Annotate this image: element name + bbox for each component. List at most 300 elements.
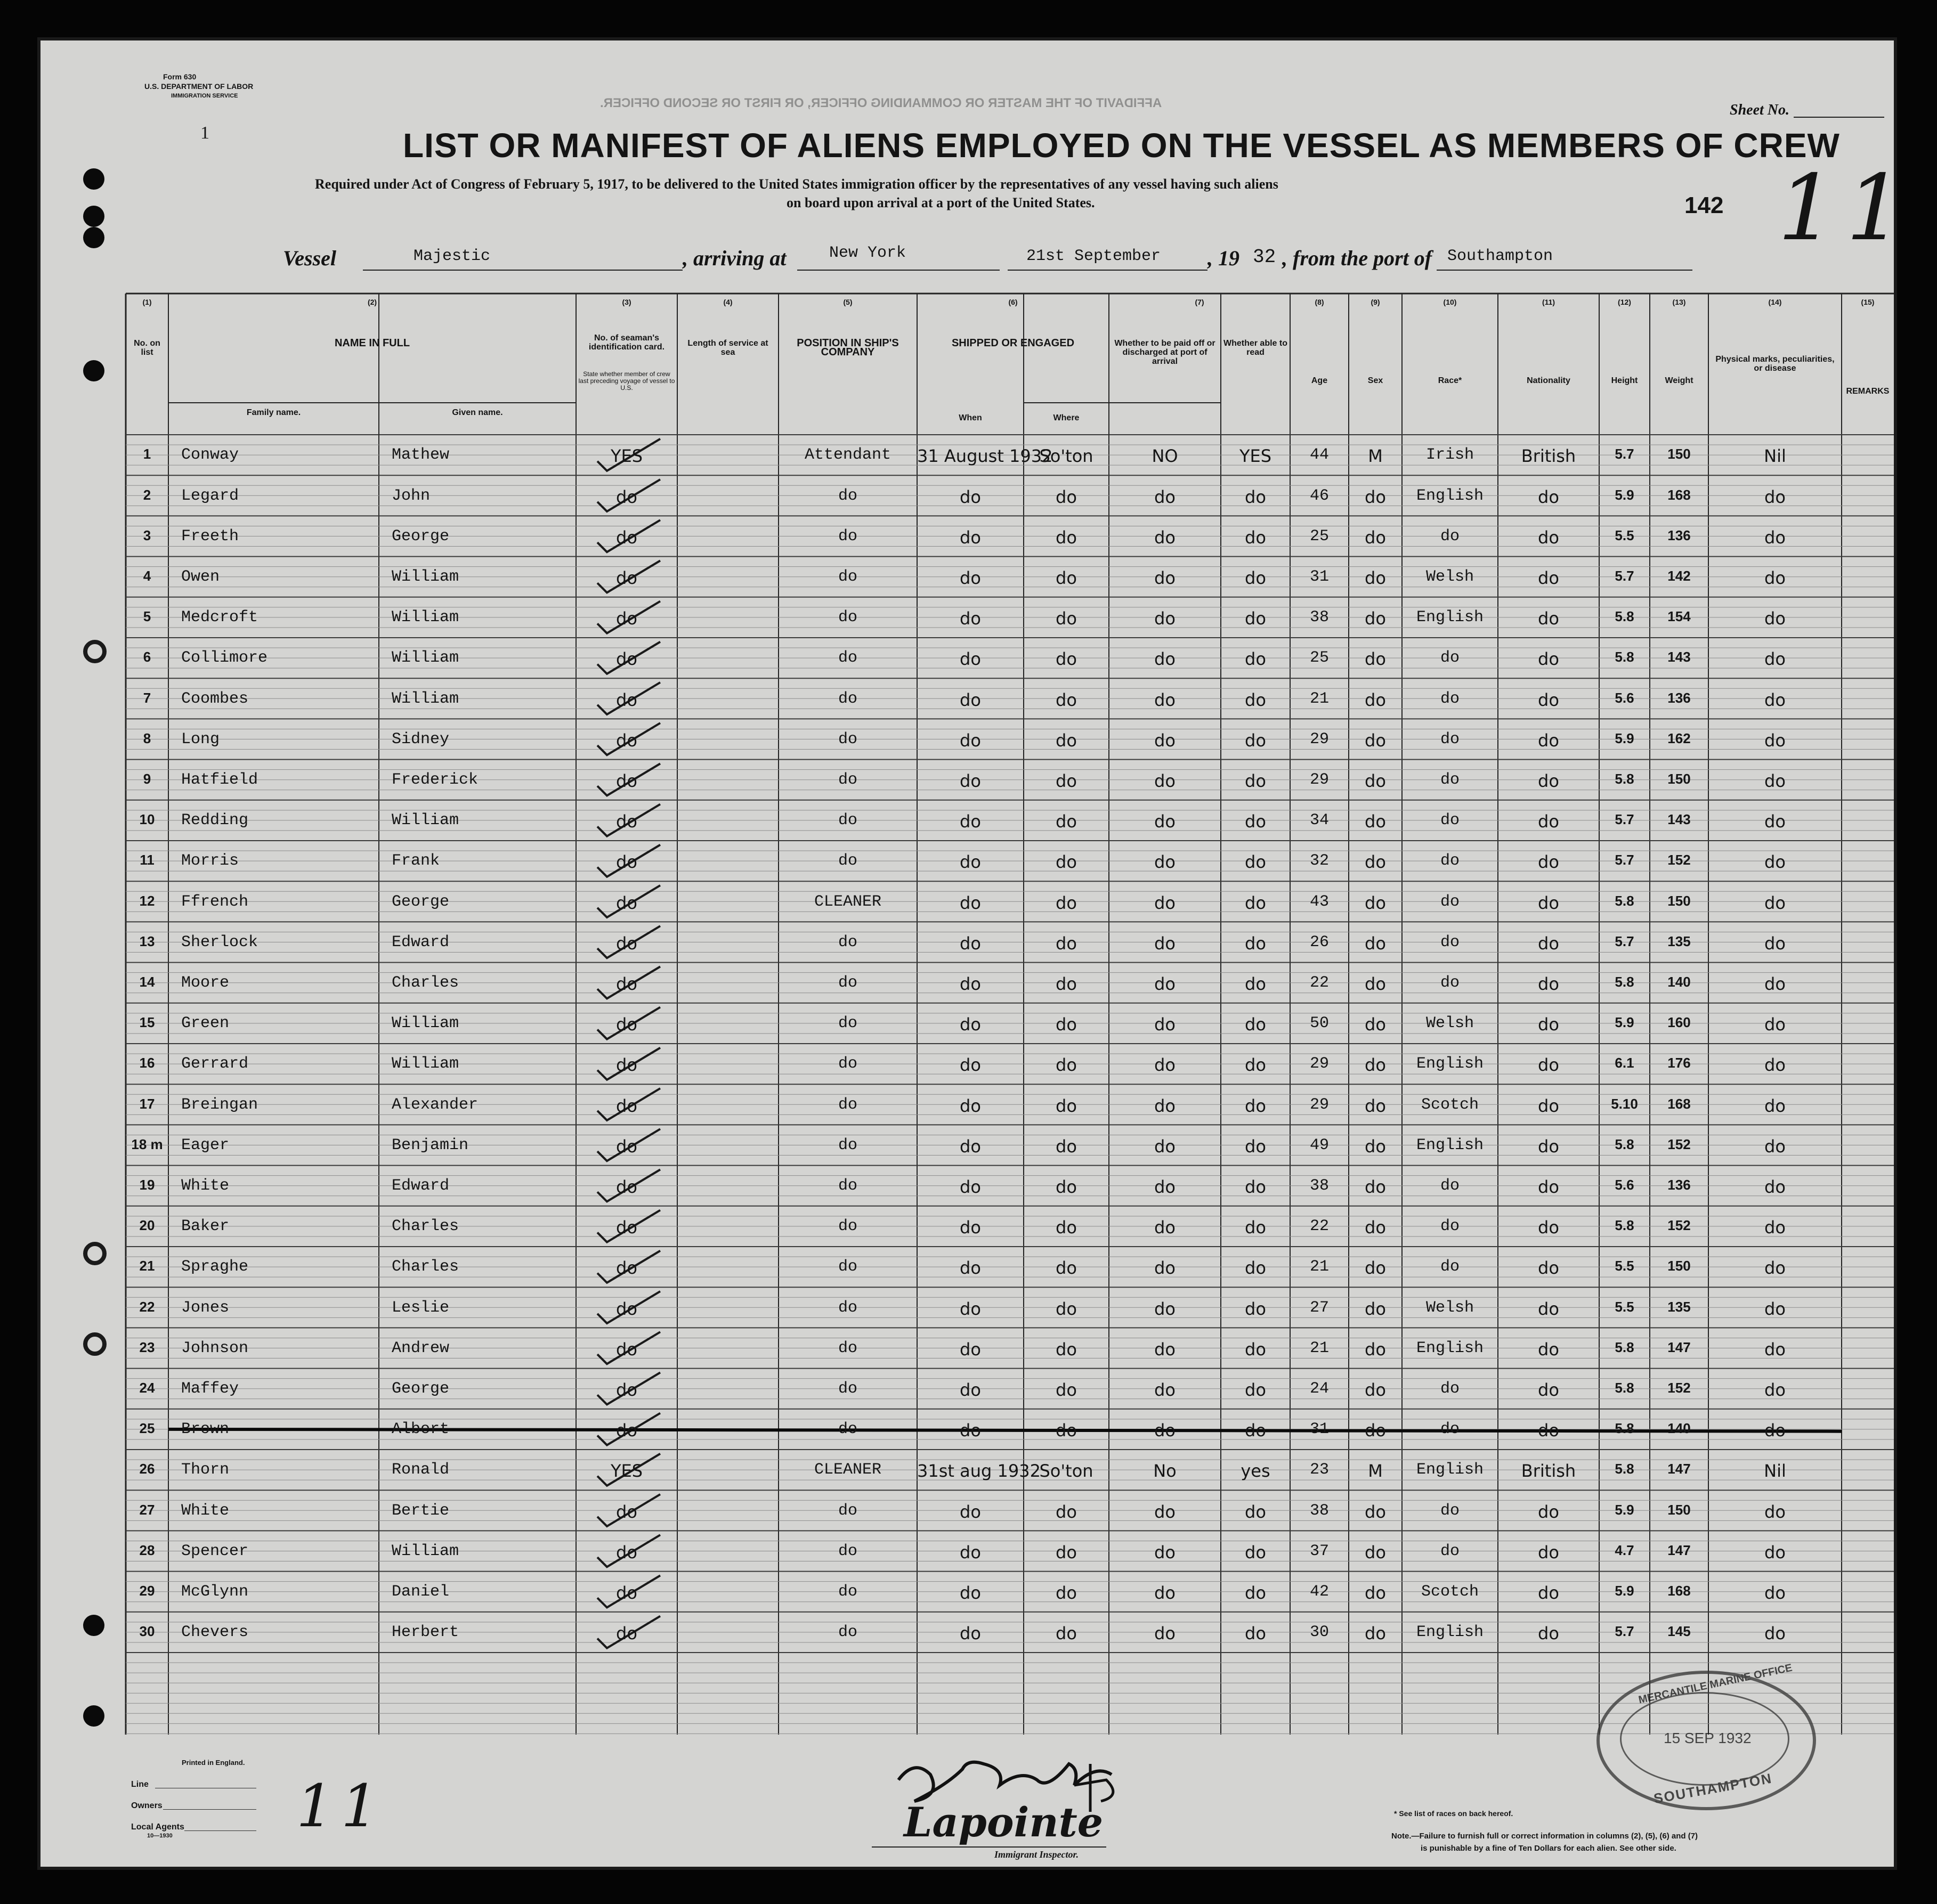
form-code: 10—1930 <box>147 1833 173 1839</box>
owners-underline <box>163 1809 256 1810</box>
cell-position: do <box>838 770 857 789</box>
cell-when: do <box>960 1542 981 1563</box>
cell-nationality: do <box>1538 811 1559 832</box>
cell-position: do <box>838 1298 857 1317</box>
cell-nationality: do <box>1538 933 1559 954</box>
cell-nationality: do <box>1538 1136 1559 1157</box>
from-label: , from the port of <box>1282 246 1432 270</box>
cell-position: do <box>838 1176 857 1195</box>
cell-family: Sherlock <box>181 933 258 951</box>
cell-sex: do <box>1365 730 1386 751</box>
cell-given: Andrew <box>392 1339 450 1357</box>
cell-height: 5.5 <box>1615 1298 1634 1315</box>
cell-where: do <box>1056 1339 1077 1360</box>
cell-given: Frank <box>392 852 440 870</box>
cell-card: do <box>616 1542 637 1563</box>
sheet-label: Sheet No. <box>1730 102 1789 118</box>
cell-age: 30 <box>1309 1623 1329 1642</box>
cell-race: do <box>1440 527 1460 546</box>
cell-marks: do <box>1764 770 1786 791</box>
cell-paid: do <box>1154 1136 1176 1157</box>
cell-given: William <box>392 811 459 830</box>
cell-family: Collimore <box>181 649 268 668</box>
cell-read: do <box>1245 1217 1266 1238</box>
header-no-on-list: No. on list <box>134 339 160 357</box>
stamp-top: MERCANTILE MARINE OFFICE <box>1637 1662 1794 1706</box>
cell-sex: do <box>1365 486 1386 507</box>
cell-age: 22 <box>1309 1217 1329 1236</box>
cell-race: English <box>1416 1623 1484 1642</box>
cell-family: Green <box>181 1014 230 1033</box>
cell-given: Benjamin <box>392 1136 469 1154</box>
cell-weight: 168 <box>1667 1095 1691 1112</box>
cell-when: do <box>960 1176 981 1197</box>
cell-read: do <box>1245 567 1266 588</box>
cell-where: do <box>1056 1420 1077 1441</box>
cell-given: Daniel <box>392 1582 450 1601</box>
cell-given: William <box>392 1055 459 1073</box>
cell-height: 5.8 <box>1615 1339 1634 1355</box>
cell-race: do <box>1440 730 1460 748</box>
cell-position: CLEANER <box>814 892 882 911</box>
cell-paid: do <box>1154 1014 1176 1035</box>
cell-sex: do <box>1365 1055 1386 1076</box>
cell-weight: 168 <box>1667 1582 1691 1599</box>
cell-weight: 143 <box>1667 649 1691 665</box>
header-race: Race* <box>1438 376 1462 385</box>
header-physical: Physical marks, peculiarities, or disease <box>1715 355 1835 373</box>
cell-no: 5 <box>143 608 151 625</box>
cell-card: do <box>616 1420 637 1441</box>
cell-weight: 140 <box>1667 973 1691 990</box>
cell-position: do <box>838 1217 857 1236</box>
cell-race: do <box>1440 852 1460 870</box>
cell-sex: do <box>1365 1379 1386 1400</box>
cell-where: do <box>1056 1258 1077 1279</box>
header-identification-sub: State whether member of crew last preceding voyage of vessel to U.S. <box>578 370 675 392</box>
cell-paid: do <box>1154 527 1176 548</box>
cell-sex: do <box>1365 1176 1386 1197</box>
cell-family: Jones <box>181 1298 230 1317</box>
cell-where: do <box>1056 973 1077 994</box>
cell-sex: do <box>1365 1582 1386 1603</box>
cell-age: 34 <box>1309 811 1329 830</box>
cell-card: do <box>616 1176 637 1197</box>
cell-where: do <box>1056 1542 1077 1563</box>
cell-nationality: do <box>1538 1339 1559 1360</box>
cell-read: do <box>1245 852 1266 873</box>
cell-no: 26 <box>139 1461 155 1477</box>
cell-card: do <box>616 892 637 913</box>
cell-height: 5.8 <box>1615 1136 1634 1152</box>
cell-given: Sidney <box>392 730 450 748</box>
cell-position: do <box>838 1379 857 1398</box>
cell-where: do <box>1056 486 1077 507</box>
cell-card: do <box>616 852 637 873</box>
cell-paid: do <box>1154 973 1176 994</box>
cell-sex: do <box>1365 1014 1386 1035</box>
column-number: (5) <box>843 298 853 306</box>
cell-race: do <box>1440 1501 1460 1520</box>
cell-weight: 160 <box>1667 1014 1691 1031</box>
cell-card: do <box>616 770 637 791</box>
cell-no: 13 <box>139 933 155 949</box>
cell-paid: do <box>1154 1055 1176 1076</box>
cell-no: 6 <box>143 649 151 665</box>
cell-weight: 150 <box>1667 446 1691 462</box>
cell-no: 17 <box>139 1095 155 1112</box>
cell-marks: do <box>1764 730 1786 751</box>
header-where: Where <box>1053 413 1080 422</box>
cell-given: Frederick <box>392 770 479 789</box>
cell-paid: do <box>1154 811 1176 832</box>
cell-age: 49 <box>1309 1136 1329 1154</box>
cell-nationality: do <box>1538 567 1559 588</box>
cell-read: YES <box>1239 446 1272 467</box>
line-label: Line <box>131 1780 149 1789</box>
cell-read: do <box>1245 1501 1266 1522</box>
cell-height: 5.8 <box>1615 1461 1634 1477</box>
cell-position: do <box>838 1501 857 1520</box>
cell-read: do <box>1245 689 1266 710</box>
cell-race: do <box>1440 1176 1460 1195</box>
cell-marks: do <box>1764 892 1786 913</box>
cell-given: William <box>392 608 459 627</box>
cell-family: Thorn <box>181 1461 230 1479</box>
cell-when: do <box>960 1014 981 1035</box>
office-stamp <box>1596 1662 1816 1810</box>
cell-nationality: do <box>1538 689 1559 710</box>
cell-age: 31 <box>1309 567 1329 586</box>
cell-card: do <box>616 527 637 548</box>
cell-sex: do <box>1365 1542 1386 1563</box>
cell-marks: Nil <box>1764 1461 1786 1482</box>
cell-card: do <box>616 1582 637 1603</box>
agents-underline <box>184 1830 256 1831</box>
cell-read: do <box>1245 486 1266 507</box>
cell-race: Scotch <box>1421 1582 1479 1601</box>
cell-read: do <box>1245 1014 1266 1035</box>
cell-marks: do <box>1764 527 1786 548</box>
header-family-name: Family name. <box>246 408 301 417</box>
cell-where: do <box>1056 1582 1077 1603</box>
cell-marks: do <box>1764 649 1786 670</box>
cell-where: So'ton <box>1039 446 1093 467</box>
cell-nationality: British <box>1521 446 1576 467</box>
cell-where: do <box>1056 689 1077 710</box>
cell-card: do <box>616 1095 637 1116</box>
cell-when: do <box>960 486 981 507</box>
cell-nationality: do <box>1538 1014 1559 1035</box>
cell-position: do <box>838 608 857 627</box>
cell-age: 21 <box>1309 1258 1329 1276</box>
mirror-text: AFFIDAVIT OF THE MASTER OR COMMANDING OFFICER, OR FIRST OR SECOND OFFICER. <box>600 96 1162 110</box>
cell-card: do <box>616 689 637 710</box>
cell-race: do <box>1440 1379 1460 1398</box>
cell-nationality: do <box>1538 1217 1559 1238</box>
cell-given: William <box>392 1542 459 1560</box>
cell-marks: do <box>1764 852 1786 873</box>
cell-paid: do <box>1154 1542 1176 1563</box>
cell-position: do <box>838 486 857 505</box>
cell-age: 31 <box>1309 1420 1329 1439</box>
cell-position: do <box>838 811 857 830</box>
cell-where: do <box>1056 1623 1077 1644</box>
cell-marks: do <box>1764 486 1786 507</box>
cell-read: do <box>1245 973 1266 994</box>
cell-when: 31st aug 1932 <box>917 1461 1041 1482</box>
cell-when: do <box>960 1258 981 1279</box>
header-sex: Sex <box>1367 376 1383 385</box>
cell-given: Charles <box>392 1258 459 1276</box>
cell-family: Gerrard <box>181 1055 249 1073</box>
cell-weight: 150 <box>1667 1501 1691 1518</box>
cell-paid: do <box>1154 1582 1176 1603</box>
column-number: (7) <box>1195 298 1204 306</box>
header-given-name: Given name. <box>452 408 503 417</box>
cell-family: Ffrench <box>181 892 249 911</box>
cell-weight: 135 <box>1667 933 1691 949</box>
cell-given: Edward <box>392 1176 450 1195</box>
cell-nationality: British <box>1521 1461 1576 1482</box>
cell-age: 38 <box>1309 1176 1329 1195</box>
cell-age: 23 <box>1309 1461 1329 1479</box>
cell-where: do <box>1056 1217 1077 1238</box>
cell-paid: do <box>1154 1298 1176 1319</box>
cell-marks: do <box>1764 1014 1786 1035</box>
cell-weight: 150 <box>1667 770 1691 787</box>
cell-position: do <box>838 852 857 870</box>
cell-nationality: do <box>1538 1258 1559 1279</box>
cell-given: Charles <box>392 973 459 992</box>
cell-weight: 152 <box>1667 1217 1691 1234</box>
cell-sex: do <box>1365 527 1386 548</box>
cell-sex: do <box>1365 1136 1386 1157</box>
cell-height: 5.7 <box>1615 1623 1634 1640</box>
cell-where: do <box>1056 567 1077 588</box>
cell-card: do <box>616 486 637 507</box>
cell-marks: do <box>1764 1176 1786 1197</box>
cell-age: 29 <box>1309 730 1329 748</box>
cell-race: English <box>1416 486 1484 505</box>
cell-age: 24 <box>1309 1379 1329 1398</box>
required-line-1: Required under Act of Congress of February 5, 1917, to be delivered to the United States immigration officer by the representatives of any vessel having such aliens <box>315 176 1278 192</box>
cell-marks: do <box>1764 1298 1786 1319</box>
cell-family: Medcroft <box>181 608 258 627</box>
cell-when: do <box>960 852 981 873</box>
header-name-in-full: NAME IN FULL <box>334 337 410 349</box>
cell-when: do <box>960 730 981 751</box>
cell-weight: 168 <box>1667 486 1691 503</box>
cell-where: do <box>1056 1501 1077 1522</box>
agents-label: Local Agents <box>131 1822 184 1832</box>
cell-family: Maffey <box>181 1379 239 1398</box>
cell-family: Johnson <box>181 1339 249 1357</box>
cell-where: do <box>1056 933 1077 954</box>
cell-marks: do <box>1764 1055 1786 1076</box>
cell-no: 4 <box>143 567 151 584</box>
cell-read: do <box>1245 527 1266 548</box>
cell-when: do <box>960 973 981 994</box>
cell-read: do <box>1245 1623 1266 1644</box>
cell-age: 38 <box>1309 608 1329 627</box>
cell-family: White <box>181 1501 230 1520</box>
cell-height: 5.8 <box>1615 973 1634 990</box>
cell-where: do <box>1056 527 1077 548</box>
cell-marks: do <box>1764 1623 1786 1644</box>
cell-weight: 162 <box>1667 730 1691 746</box>
cell-nationality: do <box>1538 1095 1559 1116</box>
cell-position: do <box>838 1095 857 1114</box>
cell-when: do <box>960 567 981 588</box>
header-paid-off: Whether to be paid off or discharged at port of arrival <box>1114 339 1215 366</box>
cell-height: 5.7 <box>1615 811 1634 828</box>
cell-when: do <box>960 1095 981 1116</box>
cell-where: do <box>1056 1055 1077 1076</box>
cell-marks: do <box>1764 1258 1786 1279</box>
cell-card: do <box>616 973 637 994</box>
cell-when: do <box>960 1582 981 1603</box>
cell-where: do <box>1056 1176 1077 1197</box>
cell-position: do <box>838 1339 857 1357</box>
cell-no: 11 <box>140 852 155 868</box>
cell-where: do <box>1056 1136 1077 1157</box>
cell-paid: do <box>1154 608 1176 629</box>
cell-sex: do <box>1365 1339 1386 1360</box>
departure-port: Southampton <box>1447 247 1553 265</box>
cell-read: do <box>1245 1176 1266 1197</box>
cell-paid: do <box>1154 1379 1176 1400</box>
cell-position: Attendant <box>804 446 891 465</box>
cell-card: do <box>616 1501 637 1522</box>
cell-no: 3 <box>143 527 151 543</box>
cell-race: Welsh <box>1425 567 1474 586</box>
cell-race: Scotch <box>1421 1095 1479 1114</box>
cell-no: 22 <box>139 1298 155 1315</box>
cell-weight: 142 <box>1667 567 1691 584</box>
cell-no: 25 <box>139 1420 155 1437</box>
cell-paid: do <box>1154 567 1176 588</box>
column-number: (2) <box>367 298 377 306</box>
cell-family: Baker <box>181 1217 230 1236</box>
cell-where: do <box>1056 892 1077 913</box>
column-number: (15) <box>1861 298 1875 306</box>
cell-given: William <box>392 567 459 586</box>
cell-where: do <box>1056 730 1077 751</box>
cell-sex: do <box>1365 1420 1386 1441</box>
cell-race: English <box>1416 1136 1484 1154</box>
column-number: (1) <box>142 298 152 306</box>
cell-position: do <box>838 933 857 951</box>
cell-age: 42 <box>1309 1582 1329 1601</box>
column-number: (10) <box>1443 298 1457 306</box>
cell-paid: do <box>1154 730 1176 751</box>
cell-sex: M <box>1368 1461 1383 1482</box>
cell-position: do <box>838 1623 857 1642</box>
cell-height: 5.5 <box>1615 527 1634 543</box>
cell-paid: do <box>1154 1217 1176 1238</box>
cell-nationality: do <box>1538 1542 1559 1563</box>
cell-height: 5.9 <box>1615 1014 1634 1031</box>
inspector-signature: Lapointe <box>904 1799 1104 1846</box>
cell-no: 27 <box>139 1501 155 1518</box>
cell-marks: do <box>1764 689 1786 710</box>
cell-sex: do <box>1365 1217 1386 1238</box>
cell-no: 30 <box>139 1623 155 1640</box>
cell-no: 12 <box>139 892 155 909</box>
cell-family: Conway <box>181 446 239 465</box>
cell-when: do <box>960 689 981 710</box>
cell-family: McGlynn <box>181 1582 249 1601</box>
cell-race: do <box>1440 1258 1460 1276</box>
cell-no: 29 <box>139 1582 155 1599</box>
cell-height: 5.8 <box>1615 649 1634 665</box>
cell-marks: do <box>1764 1582 1786 1603</box>
cell-card: do <box>616 1014 637 1035</box>
cell-position: do <box>838 1136 857 1154</box>
cell-family: Spencer <box>181 1542 249 1560</box>
cell-marks: do <box>1764 1420 1786 1441</box>
cell-weight: 147 <box>1667 1542 1691 1558</box>
cell-race: do <box>1440 933 1460 951</box>
printed-in: Printed in England. <box>182 1759 245 1767</box>
cell-weight: 154 <box>1667 608 1691 625</box>
cell-weight: 143 <box>1667 811 1691 828</box>
cell-given: George <box>392 892 450 911</box>
cell-no: 10 <box>139 811 155 828</box>
cell-height: 5.5 <box>1615 1258 1634 1274</box>
cell-given: Bertie <box>392 1501 450 1520</box>
cell-family: Legard <box>181 486 239 505</box>
cell-where: do <box>1056 1014 1077 1035</box>
cell-age: 26 <box>1309 933 1329 951</box>
cell-read: do <box>1245 933 1266 954</box>
cell-paid: do <box>1154 852 1176 873</box>
column-number: (12) <box>1618 298 1631 306</box>
cell-sex: do <box>1365 1095 1386 1116</box>
signature-line <box>872 1846 1106 1848</box>
cell-family: Chevers <box>181 1623 249 1642</box>
cell-marks: do <box>1764 1542 1786 1563</box>
cell-where: do <box>1056 1379 1077 1400</box>
cell-weight: 150 <box>1667 892 1691 909</box>
vessel-label: Vessel <box>283 246 336 270</box>
cell-position: do <box>838 689 857 708</box>
cell-no: 8 <box>143 730 151 746</box>
cell-given: Herbert <box>392 1623 459 1642</box>
cell-when: do <box>960 649 981 670</box>
cell-card: do <box>616 1339 637 1360</box>
cell-race: do <box>1440 1542 1460 1560</box>
column-number: (6) <box>1008 298 1018 306</box>
cell-given: John <box>392 486 431 505</box>
cell-family: Freeth <box>181 527 239 546</box>
cell-weight: 147 <box>1667 1461 1691 1477</box>
cell-height: 5.7 <box>1615 567 1634 584</box>
cell-weight: 152 <box>1667 852 1691 868</box>
cell-family: Hatfield <box>181 770 258 789</box>
cell-paid: do <box>1154 486 1176 507</box>
cell-sex: do <box>1365 1298 1386 1319</box>
cell-given: George <box>392 527 450 546</box>
cell-age: 21 <box>1309 1339 1329 1357</box>
cell-height: 5.7 <box>1615 933 1634 949</box>
cell-family: Long <box>181 730 220 748</box>
cell-sex: do <box>1365 567 1386 588</box>
cell-weight: 152 <box>1667 1136 1691 1152</box>
cell-paid: NO <box>1152 446 1178 467</box>
cell-sex: do <box>1365 1623 1386 1644</box>
